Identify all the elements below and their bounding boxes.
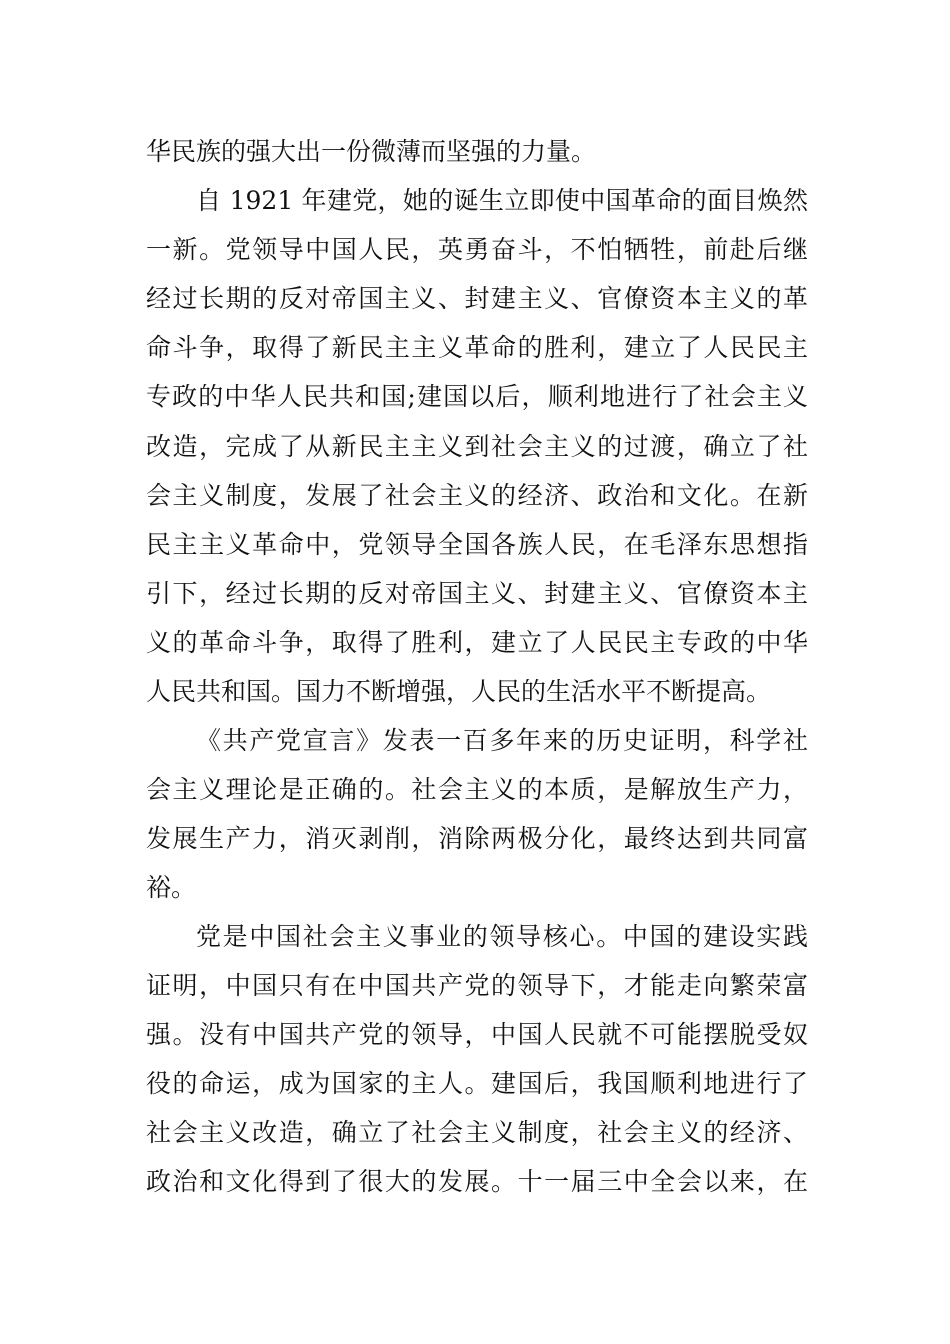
text-line: 役的命运，成为国家的主人。建国后，我国顺利地进行了 <box>146 1069 808 1098</box>
paragraph-first-line: 自 1921 年建党，她的诞生立即使中国革命的面目焕然 <box>196 186 808 215</box>
text-line: 命斗争，取得了新民主主义革命的胜利，建立了人民民主 <box>146 333 808 362</box>
text-line: 经过长期的反对帝国主义、封建主义、官僚资本主义的革 <box>146 284 808 313</box>
text-line: 改造，完成了从新民主主义到社会主义的过渡，确立了社 <box>146 432 808 461</box>
text-line: 会主义制度，发展了社会主义的经济、政治和文化。在新 <box>146 481 808 510</box>
paragraph-first-line: 党是中国社会主义事业的领导核心。中国的建设实践 <box>196 922 808 951</box>
text-line: 民主主义革命中，党领导全国各族人民，在毛泽东思想指 <box>146 530 808 559</box>
text-line: 发展生产力，消灭剥削，消除两极分化，最终达到共同富 <box>146 824 808 853</box>
text-line: 专政的中华人民共和国;建国以后，顺利地进行了社会主义 <box>146 382 808 411</box>
text-line: 华民族的强大出一份微薄而坚强的力量。 <box>146 137 597 166</box>
text-line: 会主义理论是正确的。社会主义的本质，是解放生产力， <box>146 775 808 804</box>
text-line: 政治和文化得到了很大的发展。十一届三中全会以来，在 <box>146 1167 808 1196</box>
text-line: 证明，中国只有在中国共产党的领导下，才能走向繁荣富 <box>146 971 808 1000</box>
text-line: 裕。 <box>146 873 197 902</box>
text-line: 社会主义改造，确立了社会主义制度，社会主义的经济、 <box>146 1118 808 1147</box>
paragraph-first-line: 《共产党宣言》发表一百多年来的历史证明，科学社 <box>196 726 808 755</box>
text-line: 强。没有中国共产党的领导，中国人民就不可能摆脱受奴 <box>146 1020 808 1049</box>
text-line: 引下，经过长期的反对帝国主义、封建主义、官僚资本主 <box>146 579 808 608</box>
text-line: 一新。党领导中国人民，英勇奋斗，不怕牺牲，前赴后继 <box>146 235 808 264</box>
text-line: 人民共和国。国力不断增强，人民的生活水平不断提高。 <box>146 677 772 706</box>
text-line: 义的革命斗争，取得了胜利，建立了人民民主专政的中华 <box>146 628 808 657</box>
